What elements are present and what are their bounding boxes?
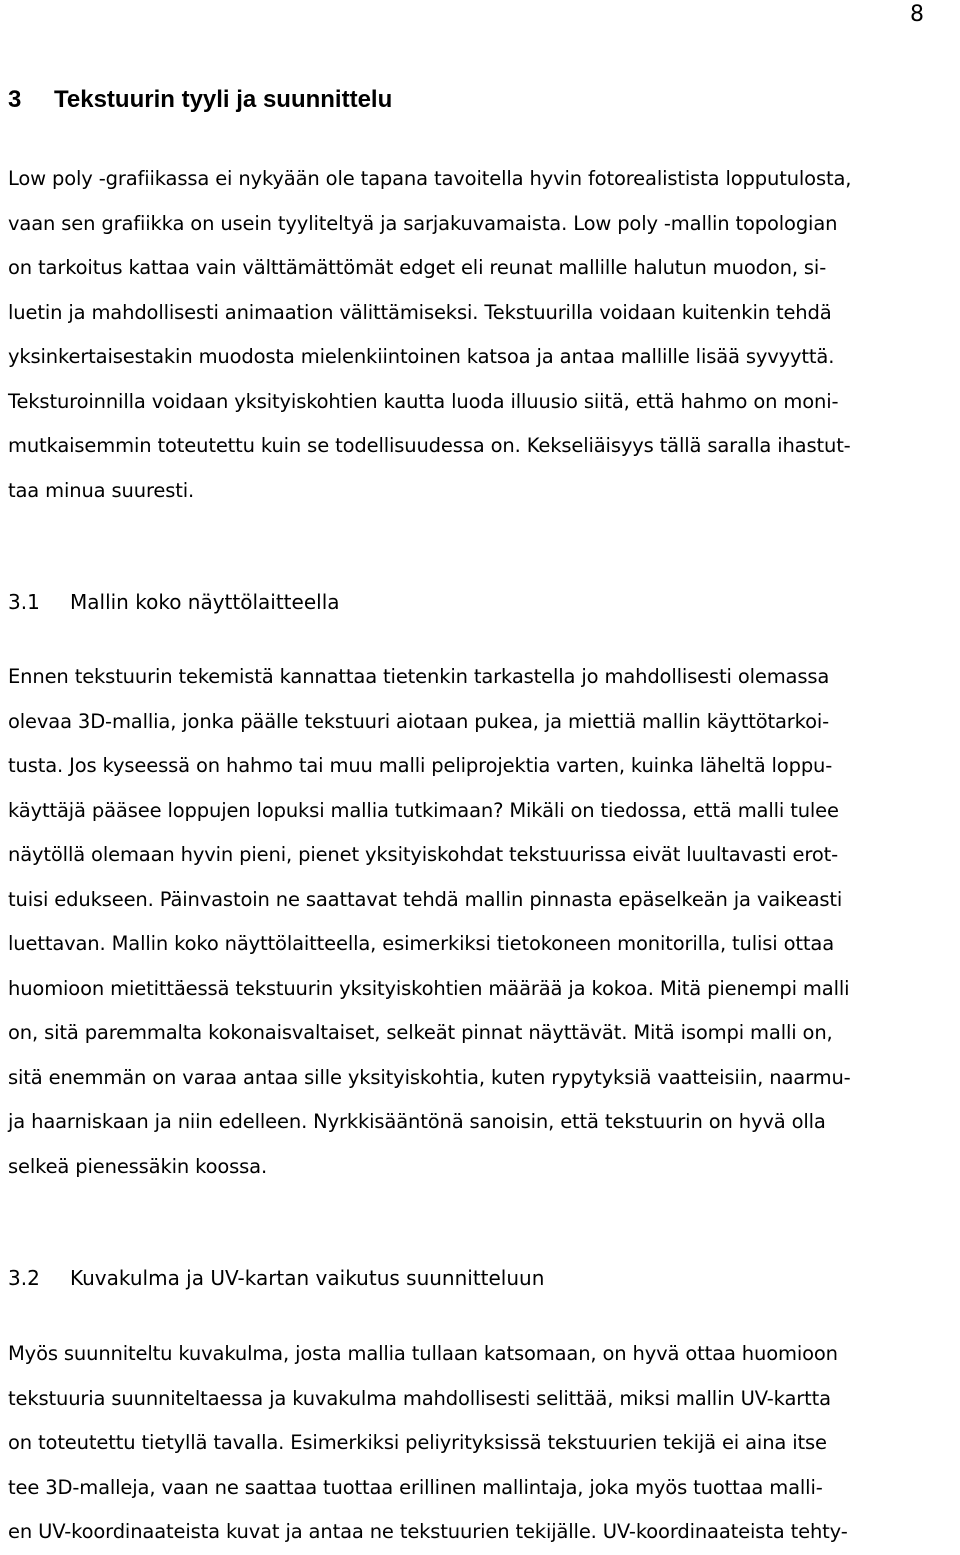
paragraph-line: Low poly -grafiikassa ei nykyään ole tapana tavoitella hyvin fotorealistista lopputulosta, [8,167,852,190]
paragraph-line: mutkaisemmin toteutettu kuin se todellisuudessa on. Kekseliäisyys tällä saralla ihastut- [8,434,851,457]
section-title: Kuvakulma ja UV-kartan vaikutus suunnitteluun [70,1266,545,1290]
paragraph-line: sitä enemmän on varaa antaa sille yksityiskohtia, kuten rypytyksiä vaatteisiin, naarmu- [8,1065,851,1089]
section-heading-3-1 [8,590,340,614]
paragraph-line: on tarkoitus kattaa vain välttämättömät edget eli reunat mallille halutun muodon, si- [8,256,827,279]
chapter-title: Tekstuurin tyyli ja suunnittelu [54,86,393,113]
paragraph-line: ja haarniskaan ja niin edelleen. Nyrkkisääntönä sanoisin, että tekstuurin on hyvä olla [8,1110,826,1133]
chapter-heading [8,86,392,114]
chapter-number: 3 [8,86,22,113]
paragraph-line: vaan sen grafiikka on usein tyyliteltyä ja sarjakuvamaista. Low poly -mallin topologian [8,211,838,235]
paragraph-line: huomioon mietittäessä tekstuurin yksityiskohtien määrää ja kokoa. Mitä pienempi malli [8,976,850,1000]
section-title: Mallin koko näyttölaitteella [70,590,340,614]
paragraph-line: on, sitä paremmalta kokonaisvaltaiset, selkeät pinnat näyttävät. Mitä isompi malli on, [8,1021,833,1044]
paragraph-line: Ennen tekstuurin tekemistä kannattaa tietenkin tarkastella jo mahdollisesti olemassa [8,665,830,688]
paragraph-line: näytöllä olemaan hyvin pieni, pienet yksityiskohdat tekstuurissa eivät luultavasti erot- [8,843,838,866]
page-number: 8 [910,2,924,27]
paragraph-line: tekstuuria suunniteltaessa ja kuvakulma mahdollisesti selittää, miksi mallin UV-kartta [8,1386,831,1410]
section-3-2-paragraph [8,1332,958,1555]
paragraph-line: selkeä pienessäkin koossa. [8,1154,268,1178]
paragraph-line: on toteutettu tietyllä tavalla. Esimerkiksi peliyrityksissä tekstuurien tekijä ei aina itse [8,1431,827,1454]
paragraph-line: tuisi edukseen. Päinvastoin ne saattavat tehdä mallin pinnasta epäselkeän ja vaikeasti [8,887,843,911]
section-heading-3-2 [8,1266,544,1290]
paragraph-line: tee 3D-malleja, vaan ne saattaa tuottaa erillinen mallintaja, joka myös tuottaa malli- [8,1475,823,1499]
paragraph-line: taa minua suuresti. [8,478,195,502]
paragraph-line: luettavan. Mallin koko näyttölaitteella, esimerkiksi tietokoneen monitorilla, tulisi ottaa [8,932,834,955]
paragraph-line: käyttäjä pääsee loppujen lopuksi mallia tutkimaan? Mikäli on tiedossa, että malli tulee [8,798,839,822]
section-3-1-paragraph [8,655,958,1189]
intro-paragraph [8,157,958,513]
section-number: 3.1 [8,590,40,614]
paragraph-line: olevaa 3D-mallia, jonka päälle tekstuuri aiotaan pukea, ja miettiä mallin käyttötarkoi- [8,709,830,733]
paragraph-line: en UV-koordinaateista kuvat ja antaa ne tekstuurien tekijälle. UV-koordinaateista tehty- [8,1520,848,1543]
paragraph-line: yksinkertaisestakin muodosta mielenkiintoinen katsoa ja antaa mallille lisää syvyyttä. [8,345,835,368]
paragraph-line: Teksturoinnilla voidaan yksityiskohtien kautta luoda illuusio siitä, että hahmo on moni- [8,389,839,413]
paragraph-line: tusta. Jos kyseessä on hahmo tai muu malli peliprojektia varten, kuinka läheltä loppu- [8,754,833,777]
paragraph-line: Myös suunniteltu kuvakulma, josta mallia tullaan katsomaan, on hyvä ottaa huomioon [8,1342,838,1365]
section-number: 3.2 [8,1266,40,1290]
paragraph-line: luetin ja mahdollisesti animaation välittämiseksi. Tekstuurilla voidaan kuitenkin tehdä [8,300,832,324]
